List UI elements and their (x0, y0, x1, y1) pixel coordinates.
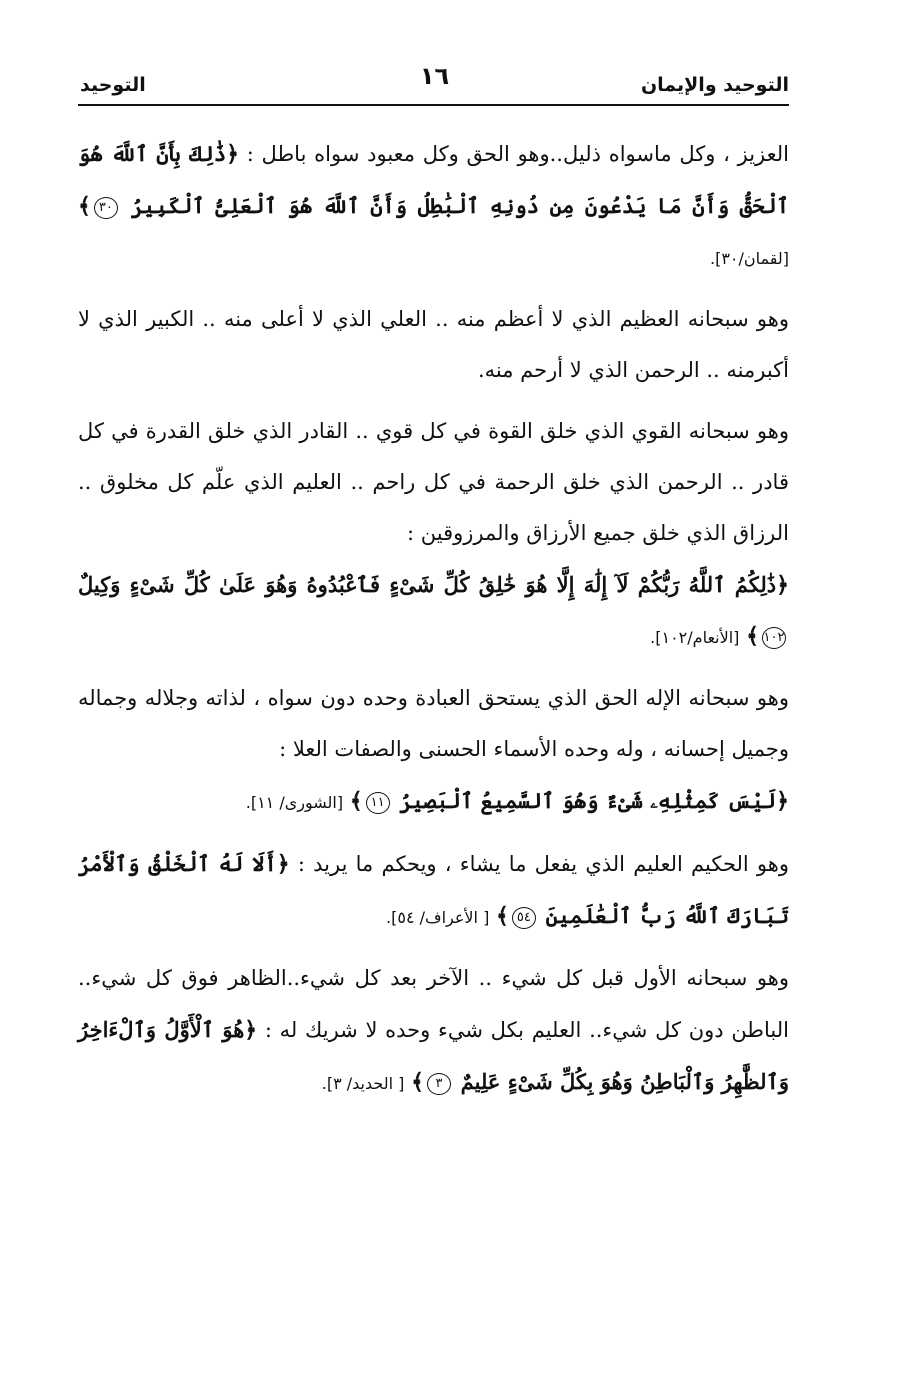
ayah-number: ١١ (366, 792, 390, 814)
quran-verse: لَيْسَ كَمِثْلِهِۦ شَىْءٌ وَهُوَ ٱلسَّمِيعُ ٱلْبَصِيرُ (399, 788, 777, 813)
quran-open-bracket: ﴿ (244, 1017, 258, 1043)
verse-reference: [الأنعام/١٠٢]. (650, 628, 740, 647)
body-text: العزيز ، وكل ماسواه ذليل..وهو الحق وكل معبود سواه باطل : (246, 142, 789, 166)
page-header (80, 62, 789, 102)
page-number: ١٦ (419, 62, 450, 90)
body-text: وهو سبحانه العظيم الذي لا أعظم منه .. العلي الذي لا أعلى منه .. الكبير الذي لا أكبرمنه .. الرحمن الذي لا أرحم منه. (78, 307, 789, 382)
verse-reference: [الشورى/ ١١]. (245, 793, 344, 812)
paragraph-5 (78, 838, 789, 943)
quran-close-bracket: ﴾ (496, 903, 509, 929)
paragraph-6 (78, 953, 789, 1109)
quran-close-bracket: ﴾ (411, 1069, 424, 1095)
ayah-number: ٥٤ (512, 907, 536, 929)
header-divider (78, 104, 789, 106)
quran-verse: هُوَ ٱلْأَوَّلُ وَٱلْءَاخِرُ وَٱلظَّٰهِرُ وَٱلْبَاطِنُ وَهُوَ بِكُلِّ شَىْءٍ عَلِيمٌ (78, 1017, 789, 1094)
quran-verse: ذَٰلِكُمُ ٱللَّهُ رَبُّكُمْ لَآ إِلَٰهَ إِلَّا هُوَ خَٰلِقُ كُلِّ شَىْءٍ فَٱعْبُدُوهُ وَهُوَ عَلَىٰ كُلِّ شَىْءٍ وَكِيلٌ (78, 572, 777, 597)
verse-reference: [ الأعراف/ ٥٤]. (386, 908, 490, 927)
paragraph-1 (78, 128, 789, 284)
body-text: وهو سبحانه القوي الذي خلق القوة في كل قوي .. القادر الذي خلق القدرة في كل قادر .. الرحمن الذي خلق الرحمة في كل راحم .. العليم الذي علّم كل مخلوق .. الرزاق الذي خلق جميع الأرزاق والمرزوقين : (78, 419, 789, 545)
ayah-number: ٣٠ (94, 197, 118, 219)
quran-verse: أَلَا لَهُ ٱلْخَلْقُ وَٱلْأَمْرُ تَبَارَكَ ٱللَّهُ رَبُّ ٱلْعَٰلَمِينَ (78, 851, 789, 928)
quran-verse: ذَٰلِكَ بِأَنَّ ٱللَّهَ هُوَ ٱلْحَقُّ وَأَنَّ مَا يَدْعُونَ مِن دُونِهِ ٱلْبَٰطِلُ وَأَنَّ ٱللَّهَ هُوَ ٱلْعَلِىُّ ٱلْكَبِيرُ (78, 141, 789, 218)
book-title: التوحيد والإيمان (640, 74, 789, 96)
quran-close-bracket: ﴾ (349, 788, 363, 814)
quran-open-bracket: ﴿ (776, 572, 789, 598)
verse-reference: [لقمان/٣٠]. (710, 249, 789, 268)
paragraph-3 (78, 406, 789, 663)
ayah-number: ١٠٢ (762, 627, 786, 649)
quran-open-bracket: ﴿ (776, 788, 789, 814)
paragraph-2 (78, 294, 789, 396)
paragraph-4 (78, 673, 789, 828)
chapter-title: التوحيد (80, 74, 146, 96)
quran-close-bracket: ﴾ (78, 193, 91, 219)
body-text: وهو سبحانه الإله الحق الذي يستحق العبادة وحده دون سواه ، لذاته وجلاله وجماله وجميل إحسانه ، وله وحده الأسماء الحسنى والصفات العلا : (78, 686, 789, 761)
quran-open-bracket: ﴿ (276, 851, 290, 877)
quran-open-bracket: ﴿ (226, 141, 240, 167)
body-text: وهو الحكيم العليم الذي يفعل ما يشاء ، ويحكم ما يريد : (297, 852, 789, 876)
body-text: وهو سبحانه الأول قبل كل شيء .. الآخر بعد كل شيء..الظاهر فوق كل شيء.. الباطن دون كل شيء.. العليم بكل شيء وحده لا شريك له : (78, 966, 789, 1042)
ayah-number: ٣ (427, 1073, 451, 1095)
page-content (78, 128, 789, 1119)
verse-reference: [ الحديد/ ٣]. (321, 1074, 405, 1093)
quran-close-bracket: ﴾ (746, 623, 759, 649)
